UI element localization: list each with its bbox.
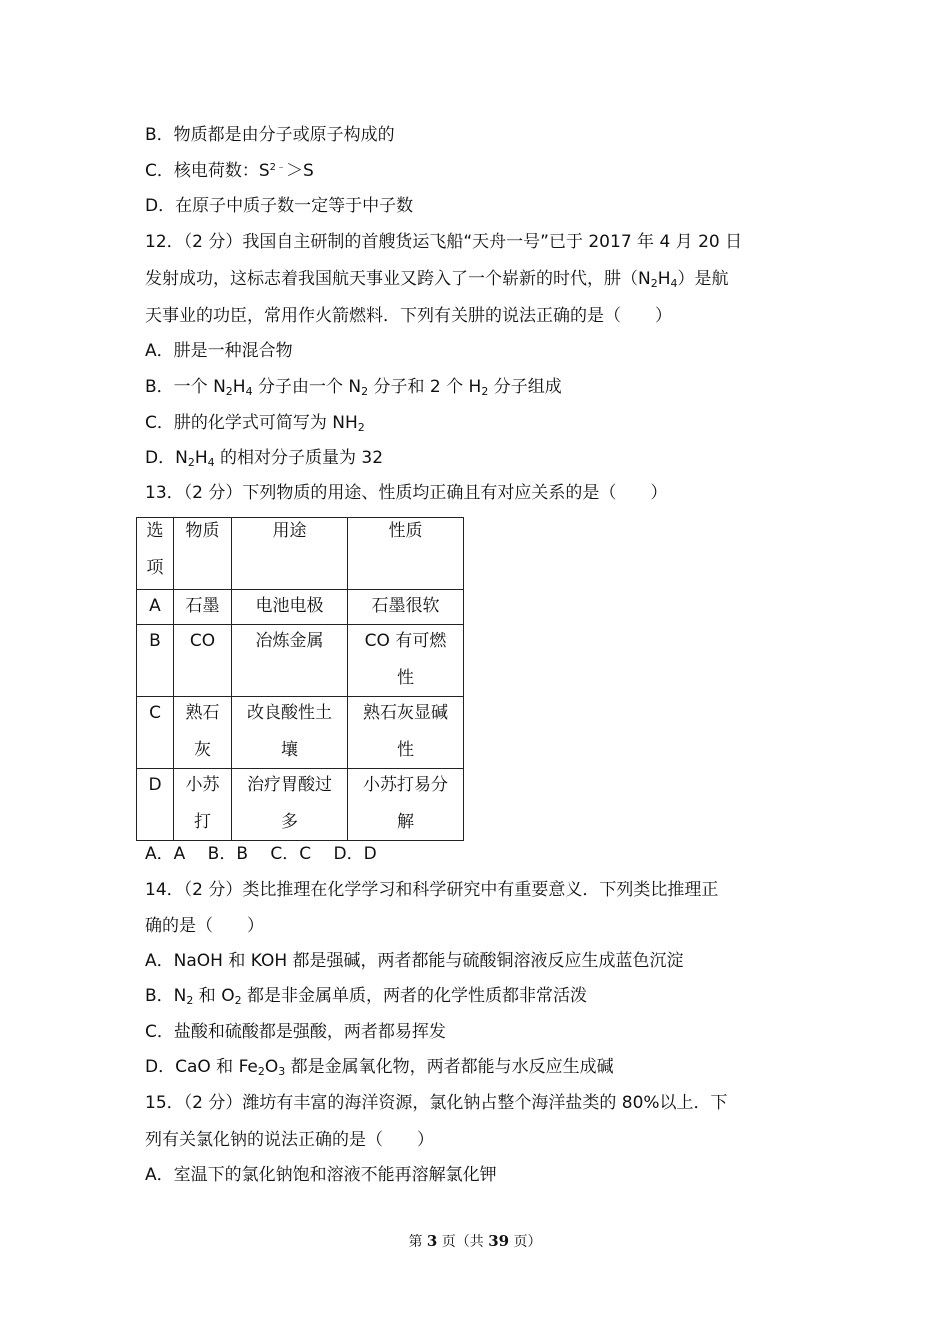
- subscript: 2: [186, 994, 194, 1007]
- cell-line: 解: [397, 812, 414, 832]
- cell-line: 性: [397, 740, 414, 760]
- table-cell: [174, 625, 232, 697]
- q12-line2-h: H: [657, 269, 671, 289]
- cell-line: 电池电极: [255, 596, 324, 616]
- q15-stem-line1: 15．（2 分）潍坊有丰富的海洋资源，氯化钠占整个海洋盐类的 80%以上．下: [145, 1093, 728, 1113]
- table-cell: [348, 590, 464, 625]
- cell-line: 选: [146, 521, 164, 541]
- q13-stem: 13．（2 分）下列物质的用途、性质均正确且有对应关系的是（ ）: [145, 483, 668, 503]
- q15-stem-line2: 列有关氯化钠的说法正确的是（ ）: [145, 1130, 434, 1150]
- q12-line2-tail: ）是航: [677, 269, 729, 289]
- cell-line: 治疗胃酸过: [247, 775, 332, 795]
- table-row: [137, 697, 464, 769]
- q11-option-b: B．物质都是由分子或原子构成的: [145, 125, 395, 145]
- q12-b-2: H: [232, 377, 246, 397]
- cell-line: 多: [281, 812, 298, 832]
- subscript: 2: [481, 385, 489, 398]
- subscript: 2: [357, 421, 365, 434]
- subscript: 2: [257, 1065, 265, 1078]
- table-cell: [232, 769, 348, 841]
- table-cell: [174, 769, 232, 841]
- cell-line: 物质: [185, 521, 220, 541]
- q12-b-5: 分子组成: [488, 377, 562, 397]
- cell-line: B: [149, 631, 161, 651]
- table-cell: [137, 590, 174, 625]
- q14-b-2: 和 O: [193, 986, 235, 1006]
- cell-line: 小苏: [185, 775, 220, 795]
- table-row: [137, 769, 464, 841]
- cell-line: D: [148, 775, 162, 795]
- subscript: 2: [187, 456, 195, 469]
- q12-stem-line2: [145, 268, 729, 290]
- q15-option-a: A．室温下的氯化钠饱和溶液不能再溶解氯化钾: [145, 1165, 497, 1185]
- table-cell: [348, 625, 464, 697]
- cell-line: 壤: [281, 740, 298, 760]
- q12-line2-text: 发射成功，这标志着我国航天事业又跨入了一个崭新的时代，肼（N: [145, 269, 651, 289]
- q12-option-a: A．肼是一种混合物: [145, 341, 293, 361]
- cell-line: 打: [194, 812, 211, 832]
- cell-line: 石墨很软: [371, 596, 440, 616]
- subscript: 4: [245, 385, 253, 398]
- table-cell: [232, 697, 348, 769]
- page-number: 3: [426, 1232, 438, 1250]
- cell-line: 灰: [194, 740, 211, 760]
- q12-stem-line3: 天事业的功臣，常用作火箭燃料．下列有关肼的说法正确的是（ ）: [145, 306, 672, 326]
- q14-option-c: C．盐酸和硫酸都是强酸，两者都易挥发: [145, 1022, 446, 1042]
- q14-d-2: O: [264, 1057, 279, 1077]
- table-header-cell: [174, 518, 232, 590]
- subscript: 2: [650, 277, 658, 290]
- subscript: 3: [278, 1065, 286, 1078]
- q11-option-d: D．在原子中质子数一定等于中子数: [145, 196, 414, 216]
- subscript: 2: [361, 385, 369, 398]
- page-total: 39: [488, 1232, 510, 1250]
- table-cell: [137, 769, 174, 841]
- q12-stem-line1: 12．（2 分）我国自主研制的首艘货运飞船“天舟一号”已于 2017 年 4 月 20 日: [145, 232, 743, 252]
- table-cell: [174, 590, 232, 625]
- cell-line: 熟石: [185, 703, 220, 723]
- table-cell: [174, 697, 232, 769]
- cell-line: CO: [189, 631, 216, 651]
- subscript: 2: [225, 385, 233, 398]
- cell-line: A: [149, 596, 161, 616]
- cell-line: 熟石灰显碱: [363, 703, 448, 723]
- cell-line: 石墨: [185, 596, 220, 616]
- q13-answer-choices: A．A B．B C．C D．D: [145, 844, 377, 864]
- q13-options-table: [136, 517, 464, 841]
- page-footer: [0, 1231, 950, 1252]
- q11-option-c: [145, 160, 314, 182]
- q14-stem-line2: 确的是（ ）: [145, 916, 264, 936]
- q12-b-4: 分子和 2 个 H: [368, 377, 482, 397]
- table-cell: [137, 697, 174, 769]
- q12-b-1: B．一个 N: [145, 377, 226, 397]
- table-row: [137, 625, 464, 697]
- table-cell: [232, 625, 348, 697]
- table-cell: [232, 590, 348, 625]
- q12-b-3: 分子由一个 N: [252, 377, 362, 397]
- footer-middle: 页（共: [437, 1234, 489, 1250]
- cell-line: 用途: [272, 521, 307, 541]
- footer-suffix: 页）: [509, 1234, 542, 1250]
- q11-option-c-text: C．核电荷数：S: [145, 161, 270, 181]
- subscript: 4: [670, 277, 678, 290]
- q12-option-c: [145, 412, 365, 434]
- q12-c-text: C．肼的化学式可简写为 NH: [145, 413, 358, 433]
- q14-stem-line1: 14．（2 分）类比推理在化学学习和科学研究中有重要意义．下列类比推理正: [145, 880, 719, 900]
- cell-line: 冶炼金属: [255, 631, 324, 651]
- cell-line: 项: [146, 558, 164, 578]
- table-header-row: [137, 518, 464, 590]
- q14-b-3: 都是非金属单质，两者的化学性质都非常活泼: [241, 986, 587, 1006]
- q14-option-d: [145, 1056, 614, 1078]
- q11-option-c-tail: ＞S: [286, 161, 314, 181]
- q12-option-d: [145, 447, 383, 469]
- q12-d-2: H: [194, 448, 208, 468]
- cell-line: 性质: [388, 521, 423, 541]
- table-header-cell: [348, 518, 464, 590]
- cell-line: C: [149, 703, 161, 723]
- table-cell: [137, 625, 174, 697]
- cell-line: 小苏打易分: [363, 775, 448, 795]
- subscript: 2: [234, 994, 242, 1007]
- subscript: 4: [207, 456, 215, 469]
- q14-d-1: D．CaO 和 Fe: [145, 1057, 258, 1077]
- table-header-cell: [137, 518, 174, 590]
- table-row: [137, 590, 464, 625]
- q14-b-1: B．N: [145, 986, 187, 1006]
- table-cell: [348, 697, 464, 769]
- q14-option-b: [145, 985, 587, 1007]
- q14-option-a: A．NaOH 和 KOH 都是强碱，两者都能与硫酸铜溶液反应生成蓝色沉淀: [145, 951, 684, 971]
- footer-prefix: 第: [408, 1234, 427, 1250]
- q12-d-3: 的相对分子质量为 32: [214, 448, 384, 468]
- table-cell: [348, 769, 464, 841]
- cell-line: 性: [397, 668, 414, 688]
- cell-line: 改良酸性土: [247, 703, 332, 723]
- q14-d-3: 都是金属氧化物，两者都能与水反应生成碱: [285, 1057, 614, 1077]
- q12-option-b: [145, 376, 562, 398]
- q12-d-1: D．N: [145, 448, 188, 468]
- table-header-cell: [232, 518, 348, 590]
- charge-superscript: 2﹣: [269, 162, 287, 173]
- cell-line: CO 有可燃: [364, 631, 447, 651]
